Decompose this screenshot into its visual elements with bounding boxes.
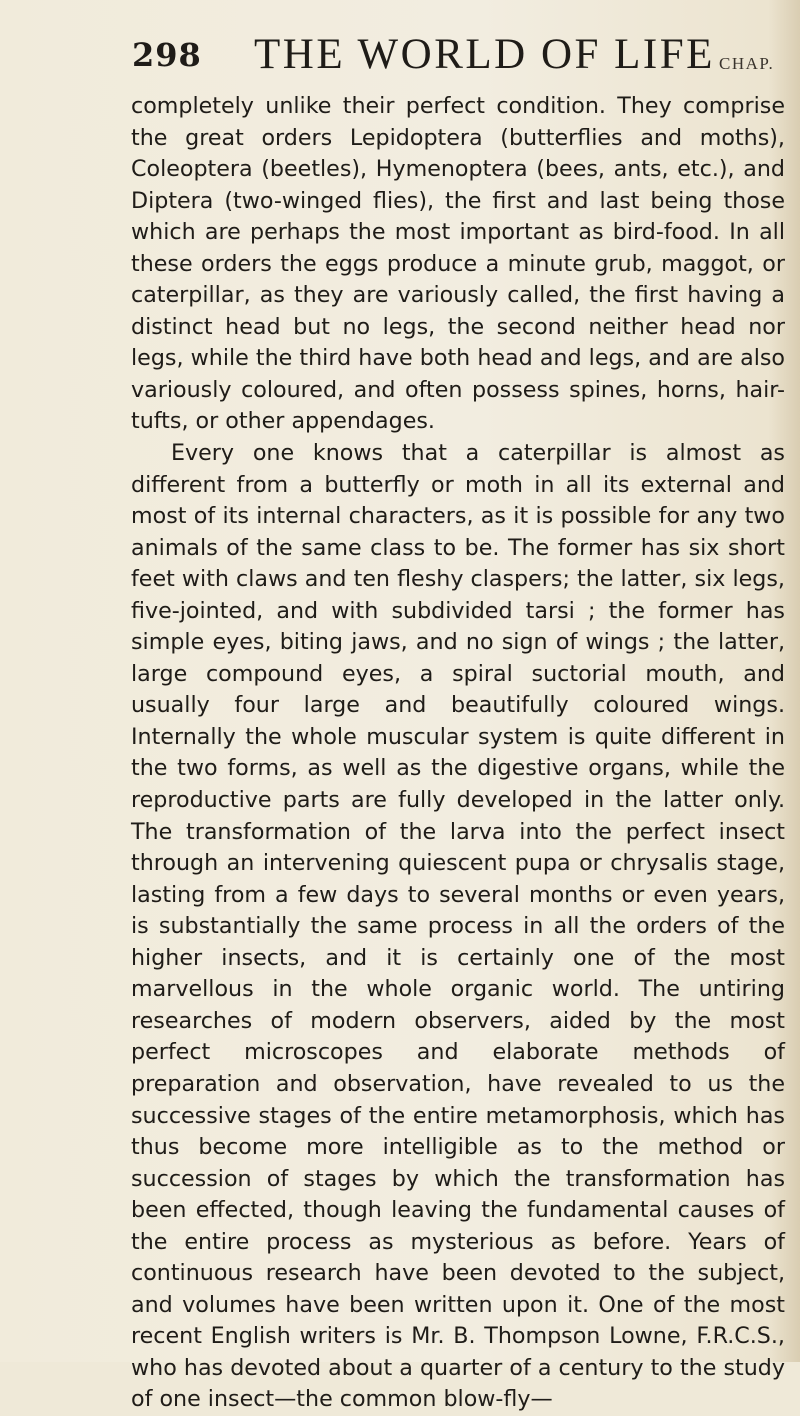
- page-number: 298: [132, 36, 202, 74]
- paragraph-continued: completely unlike their perfect condition. They comprise the great orders Lepidoptera (butterflies and moths), Coleoptera (beetles), Hymenoptera (bees, ants, etc.), and Diptera (two-winged flies), the first and last being those which are perhaps the most important as bird-food. In all these orders the eggs produce a minute grub, maggot, or caterpillar, as they are variously called, the first having a distinct head but no legs, the second neither head nor legs, while the third have both head and legs, and are also variously coloured, and often possess spines, horns, hair-tufts, or other appendages.: [131, 93, 785, 435]
- body-text: [131, 91, 785, 1416]
- running-title: THE WORLD OF LIFE: [254, 31, 715, 78]
- page-header: [132, 26, 775, 86]
- chapter-mark: CHAP.: [719, 54, 775, 73]
- paragraph-caterpillar: Every one knows that a caterpillar is almost as different from a butterfly or moth in all its external and most of its internal characters, as it is possible for any two animals of the same class to be. The former has six short feet with claws and ten fleshy claspers; the latter, six legs, five-jointed, and with subdivided tarsi ; the former has simple eyes, biting jaws, and no sign of wings ; the latter, large compound eyes, a spiral suctorial mouth, and usually four large and beautifully coloured wings. Internally the whole muscular system is quite different in the two forms, as well as the digestive organs, while the reproductive parts are fully developed in the latter only. The transformation of the larva into the perfect insect through an intervening quiescent pupa or chrysalis stage, lasting from a few days to several months or even years, is substantially the same process in all the orders of the higher insects, and it is certainly one of the most marvellous in the whole organic world. The untiring researches of modern observers, aided by the most perfect microscopes and elaborate methods of preparation and observation, have revealed to us the successive stages of the entire metamorphosis, which has thus become more intelligible as to the method or succession of stages by which the transformation has been effected, though leaving the fundamental causes of the entire process as mysterious as before. Years of continuous research have been devoted to the subject, and volumes have been written upon it. One of the most recent English writers is Mr. B. Thompson Lowne, F.R.C.S., who has devoted about a quarter of a century to the study of one insect—the common blow-fly—: [131, 440, 785, 1413]
